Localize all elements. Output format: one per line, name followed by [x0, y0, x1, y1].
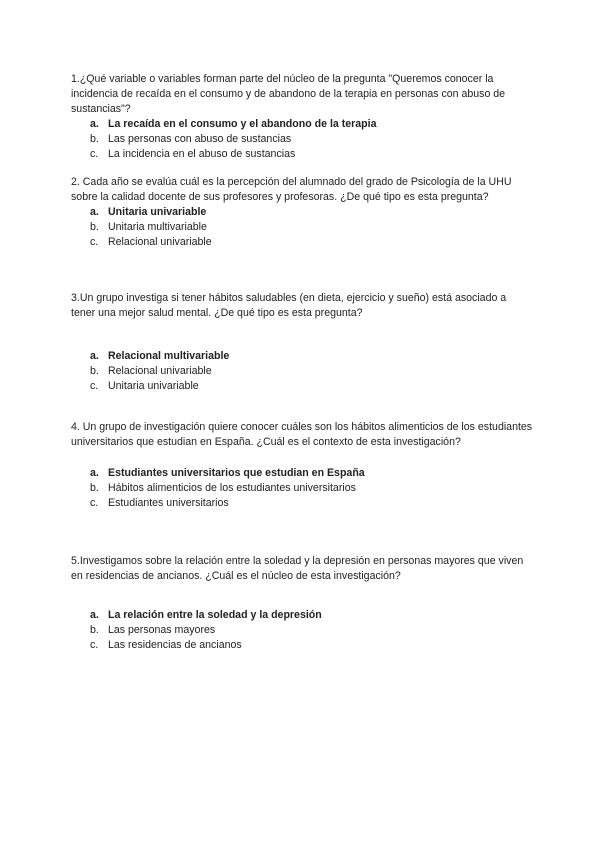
- option-letter: a.: [90, 118, 99, 130]
- option-c: [71, 379, 533, 394]
- option-c: [71, 235, 533, 250]
- option-b: [71, 132, 533, 147]
- option-c: [71, 147, 533, 162]
- option-label: La incidencia en el abuso de sustancias: [108, 148, 296, 160]
- option-label: Las residencias de ancianos: [108, 639, 242, 651]
- option-label: Estudiantes universitarios: [108, 497, 229, 509]
- option-letter: a.: [90, 467, 99, 479]
- option-letter: a.: [90, 350, 99, 362]
- question-text: 1.¿Qué variable o variables forman parte del núcleo de la pregunta "Queremos conocer la incidencia de recaída en el consumo y de abandono de la terapia en personas con abuso de sustancias"?: [71, 73, 506, 115]
- option-letter: c.: [90, 148, 99, 160]
- options-list: [71, 349, 533, 394]
- option-letter: b.: [90, 133, 99, 145]
- option-label: Unitaria univariable: [108, 206, 207, 218]
- option-label: Unitaria multivariable: [108, 221, 207, 233]
- option-label: La relación entre la soledad y la depresión: [108, 609, 322, 621]
- question-text: 2. Cada año se evalúa cuál es la percepción del alumnado del grado de Psicología de la UHU sobre la calidad docente de sus profesores y profesoras. ¿De qué tipo es esta pregunta?: [71, 176, 512, 203]
- option-a: [71, 608, 533, 623]
- option-letter: b.: [90, 365, 99, 377]
- option-a: [71, 349, 533, 364]
- option-label: Las personas con abuso de sustancias: [108, 133, 292, 145]
- option-b: [71, 623, 533, 638]
- option-letter: b.: [90, 221, 99, 233]
- option-letter: c.: [90, 639, 99, 651]
- options-list: [71, 205, 533, 250]
- option-b: [71, 481, 533, 496]
- option-a: [71, 466, 533, 481]
- option-letter: a.: [90, 206, 99, 218]
- question-text: 3.Un grupo investiga si tener hábitos saludables (en dieta, ejercicio y sueño) está asociado a tener una mejor salud mental. ¿De qué tipo es esta pregunta?: [71, 292, 507, 319]
- option-letter: c.: [90, 497, 99, 509]
- option-label: Las personas mayores: [108, 624, 216, 636]
- option-a: [71, 205, 533, 220]
- option-c: [71, 638, 533, 653]
- option-b: [71, 220, 533, 235]
- option-label: Estudiantes universitarios que estudian en España: [108, 467, 365, 479]
- option-letter: a.: [90, 609, 99, 621]
- question-3: [71, 291, 533, 394]
- option-label: Relacional univariable: [108, 365, 212, 377]
- option-b: [71, 364, 533, 379]
- question-2: [71, 175, 533, 250]
- question-1: [71, 72, 533, 162]
- option-a: [71, 117, 533, 132]
- option-label: Relacional multivariable: [108, 350, 230, 362]
- question-4: [71, 420, 533, 511]
- option-letter: b.: [90, 482, 99, 494]
- option-letter: b.: [90, 624, 99, 636]
- question-text: 5.Investigamos sobre la relación entre la soledad y la depresión en personas mayores que viven en residencias de ancianos. ¿Cuál es el núcleo de esta investigación?: [71, 555, 524, 582]
- question-text: 4. Un grupo de investigación quiere conocer cuáles son los hábitos alimenticios de los estudiantes universitarios que estudian en España. ¿Cuál es el contexto de esta investigación?: [71, 421, 533, 448]
- option-label: Unitaria univariable: [108, 380, 199, 392]
- question-5: [71, 554, 533, 653]
- option-letter: c.: [90, 380, 99, 392]
- option-label: Hábitos alimenticios de los estudiantes universitarios: [108, 482, 356, 494]
- option-c: [71, 496, 533, 511]
- options-list: [71, 608, 533, 653]
- option-label: La recaída en el consumo y el abandono de la terapia: [108, 118, 377, 130]
- option-letter: c.: [90, 236, 99, 248]
- options-list: [71, 117, 533, 162]
- option-label: Relacional univariable: [108, 236, 212, 248]
- options-list: [71, 466, 533, 511]
